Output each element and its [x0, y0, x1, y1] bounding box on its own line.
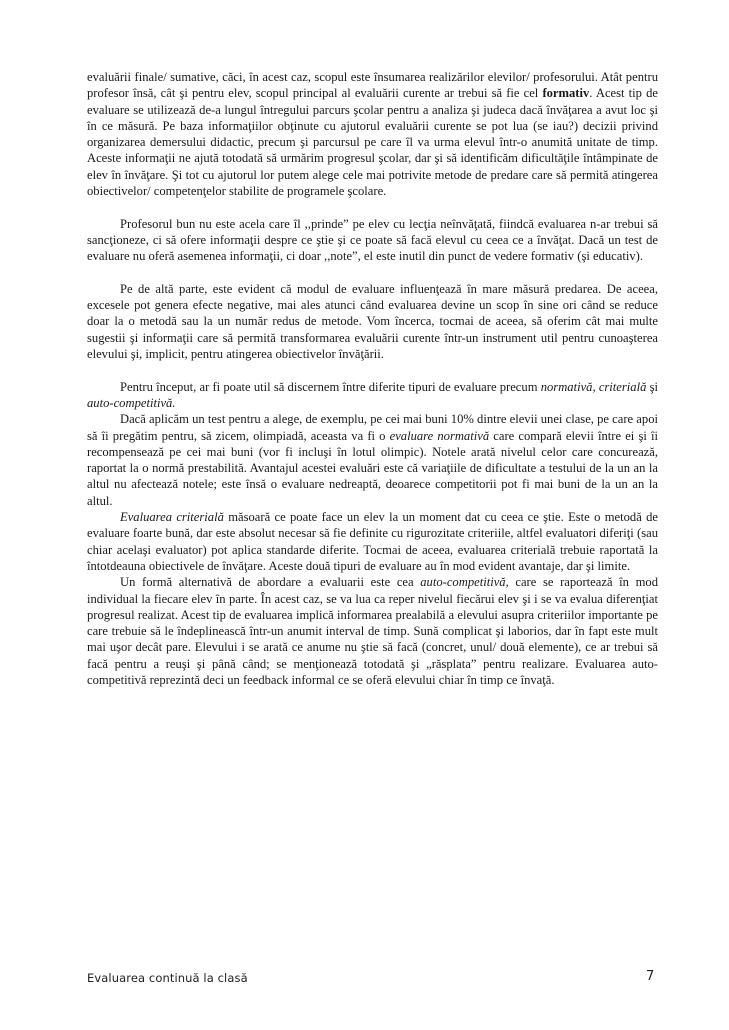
text-run: Pe de altă parte, este evident că modul de evaluare influenţează în mare măsură predarea. De aceea, excesele pot genera efecte negative, mai ales atunci când evaluarea devine un scop în sine ori când se reduce doar la o metodă sau la un număr redus de metode. Vom încerca, tocmai de aceea, să oferim cât mai multe sugestii şi informaţii care să permită transformarea evaluării curente într-un instrument util pentru cunoaşterea elevului şi, implicit, pentru atingerea obiectivelor învăţării.	[87, 281, 658, 362]
text-run: şi	[646, 379, 659, 394]
body-text	[87, 69, 658, 688]
text-run: , care se raportează în mod individual la fiecare elev în parte. În acest caz, se va lua ca reper nivelul fiecărui elev şi i se va evalua diferenţiat progresul realizat. Acest tip de evaluarea implică informarea prealabilă a elevului asupra criteriilor importante pe care trebuie să le îndeplinească într-un anumit interval de timp. Sună complicat şi laborios, dar în fapt este mult mai uşor decât pare. Elevului i se arată ce anume nu ştie să facă (concret, unul/ două elemente), ce ar trebui să facă pentru a reuşi şi până când; se menţionează totodată şi „răsplata” pentru realizare. Evaluarea auto-competitivă reprezintă deci un feedback informal ce se oferă elevului chiar în timp ce învaţă.	[87, 575, 658, 687]
italic-term: auto-competitivă.	[87, 395, 176, 410]
text-run: Pentru început, ar fi poate util să discernem între diferite tipuri de evaluare precum	[120, 379, 541, 394]
italic-term: Evaluarea criterială	[120, 510, 224, 525]
footer-title: Evaluarea continuă la clasă	[87, 971, 248, 985]
text-run: care compară elevii între ei şi îi recompensează pe cei mai buni (vor fi incluşi în lotul olimpic). Notele arată nivelul celor care concurează, raportat la o normă prestabilită. Avantajul acestei evaluări este că variaţiile de dificultate a testului de la un an la altul nu afectează notele; este însă o evaluare nedreaptă, deoarece competitorii pot fi mai buni de la un an la altul.	[87, 428, 658, 508]
bold-term: formativ	[542, 86, 590, 101]
paragraph	[87, 379, 658, 412]
paragraph	[87, 574, 658, 688]
text-run: Un formă alternativă de abordare a evaluarii este cea	[120, 575, 421, 590]
text-run: . Acest tip de evaluare se utilizează de-a lungul întregului parcurs şcolar pentru a analiza şi judeca dacă învăţarea a avut loc şi în ce măsură. Pe baza informaţiilor obţinute cu ajutorul evaluării curente se pot lua (se iau?) decizii privind organizarea demersului didactic, precum şi parcursul pe care îl va urma elevul într-o anumită unitate de timp. Aceste informaţii ne ajută totodată să urmărim progresul şcolar, dar şi să identificăm dificultăţile întâmpinate de elev în învăţare. Şi tot cu ajutorul lor putem alege cele mai potrivite metode de predare care să permită atingerea obiectivelor/ competenţelor stabilite de programele şcolare.	[87, 86, 658, 199]
paragraph	[87, 69, 658, 199]
paragraph	[87, 411, 658, 509]
italic-term: normativă, criterială	[540, 379, 647, 394]
text-run: măsoară ce poate face un elev la un moment dat cu ceea ce ştie. Este o metodă de evaluare foarte bună, dar este absolut necesar să fie definite cu rigurozitate criteriile, altfel evaluatori diferiţi (sau chiar acelaşi evaluator) pot aplica standarde diferite. Tocmai de aceea, evaluarea criterială trebuie raportată la întotdeauna obiectivele de învăţare. Aceste două tipuri de evaluare au în mod evident avantaje, dar şi limite.	[87, 510, 658, 573]
text-run: Dacă aplicăm un test pentru a alege, de exemplu, pe cei mai buni 10% dintre elevii unei clase, pe care apoi să îi pregătim pentru, să zicem, olimpiadă, aceasta va fi o	[87, 412, 658, 443]
italic-term: auto-competitivă	[420, 575, 506, 590]
paragraph	[87, 509, 658, 574]
paragraph	[87, 281, 658, 362]
paragraph	[87, 216, 658, 265]
page-number: 7	[646, 969, 655, 984]
text-run: evaluării finale/ sumative, căci, în acest caz, scopul este însumarea realizărilor elevilor/ profesorului. Atât pentru profesor însă, cât şi pentru elev, scopul principal al evaluării curente ar trebui să fie cel	[87, 70, 658, 101]
text-run: Profesorul bun nu este acela care îl ,,prinde” pe elev cu lecţia neînvăţată, fiindcă evaluarea n-ar trebui să sancţioneze, ci să ofere informaţii despre ce ştie şi ce poate să facă elevul cu ceea ce a învăţat. Dacă un test de evaluare nu oferă asemenea informaţii, ci doar ,,note”, el este inutil din punct de vedere formativ (şi educativ).	[87, 216, 658, 264]
italic-term: evaluare normativă	[389, 428, 490, 443]
